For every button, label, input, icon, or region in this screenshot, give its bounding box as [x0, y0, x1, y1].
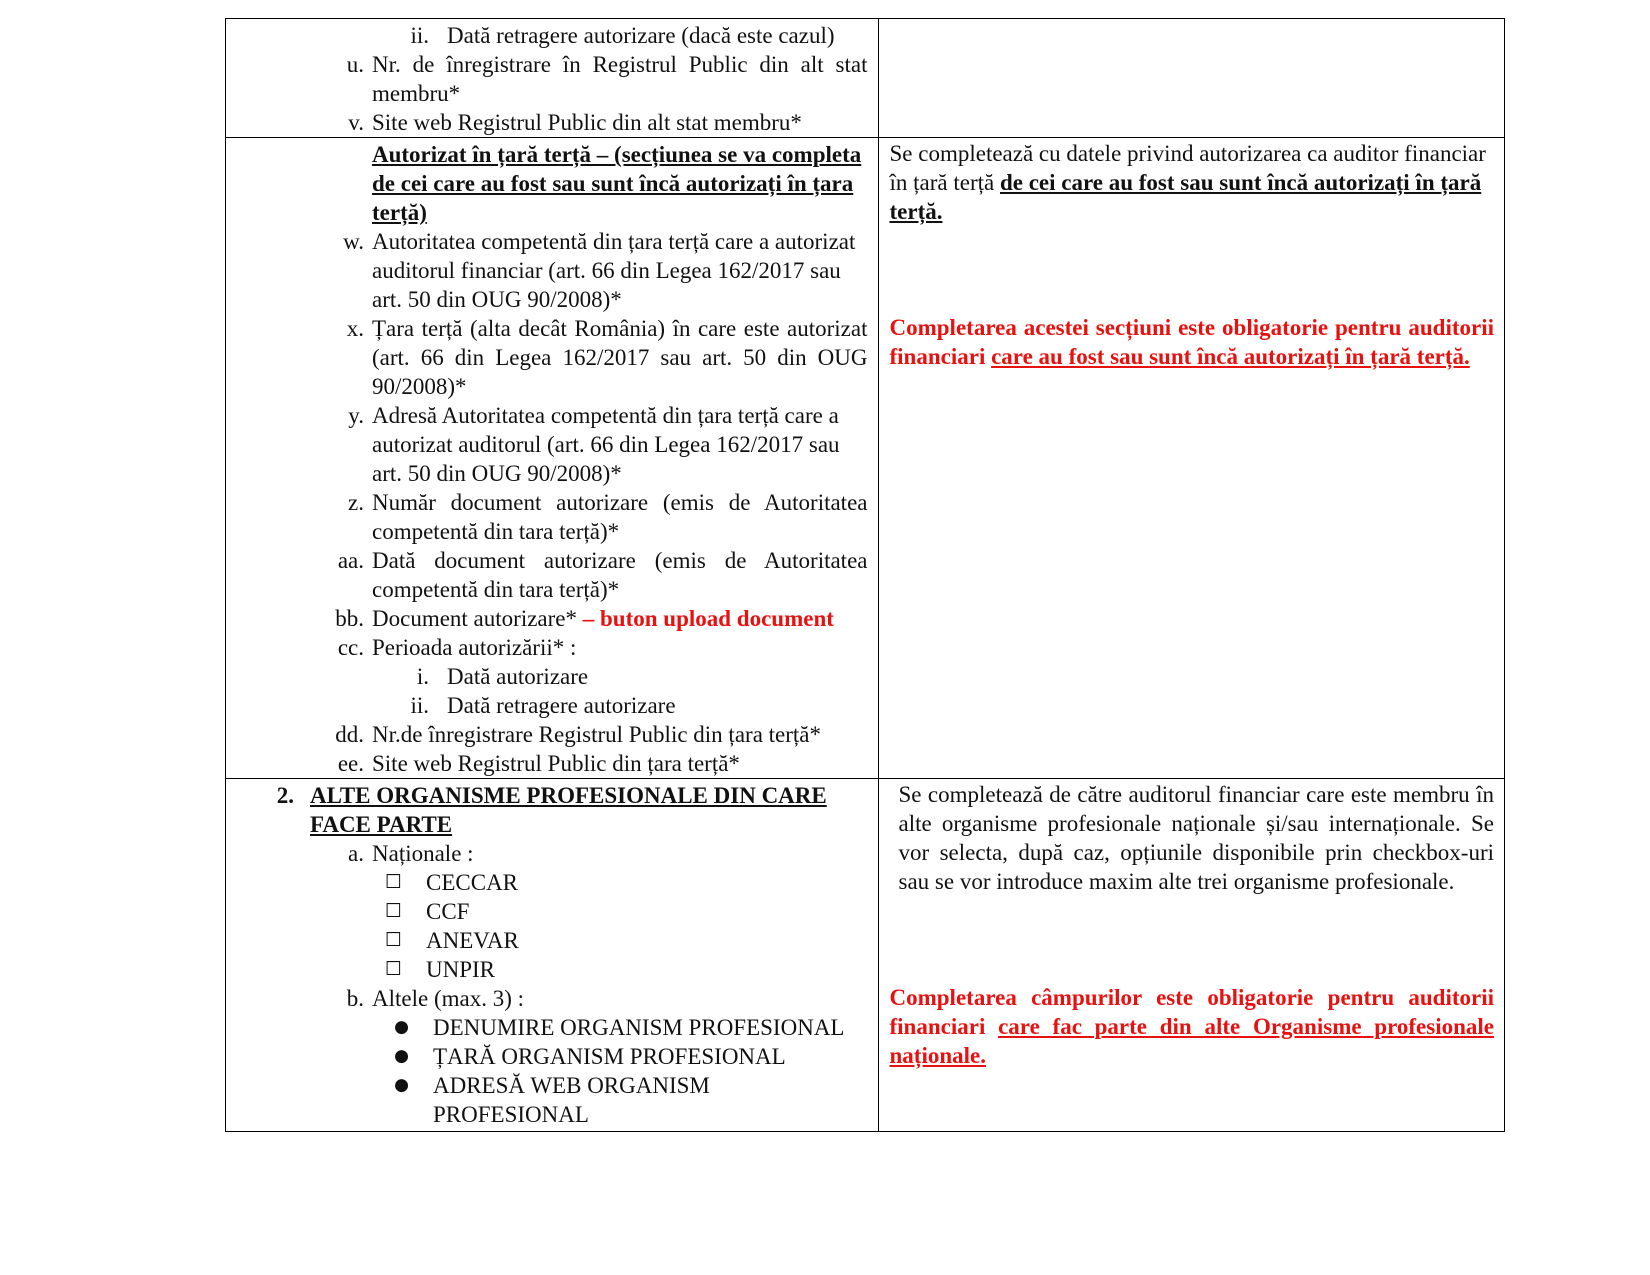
section-heading: [226, 140, 868, 227]
section-number: 2.: [276, 783, 294, 808]
list-text: Altele (max. 3) :: [372, 986, 525, 1011]
row1-left-cell: [226, 19, 879, 138]
list-marker: bb.: [335, 606, 364, 631]
bullet-item: [226, 1042, 868, 1071]
list-marker: z.: [348, 490, 364, 515]
list-item: [226, 749, 868, 778]
checkbox-label: UNPIR: [426, 957, 496, 982]
bullet-icon: ●: [394, 1017, 409, 1037]
upload-button-note: – buton upload document: [577, 606, 834, 631]
list-text: Dată retragere autorizare (dacă este cazul): [447, 23, 835, 48]
list-item-upload: [226, 604, 868, 633]
list-subitem: [226, 662, 868, 691]
list-item: [226, 839, 868, 868]
checkbox-label: CCF: [426, 899, 470, 924]
mandatory-note: Completarea câmpurilor este obligatorie pentru auditorii financiari care fac parte din alte Organisme profesionale naționale.: [889, 985, 1494, 1068]
instruction-paragraph: Se completează cu datele privind autorizarea ca auditor financiar în țară terță de cei care au fost sau sunt încă autorizați în țară terță.: [889, 141, 1486, 224]
list-item: [226, 488, 868, 546]
list-item: [226, 720, 868, 749]
list-marker: ii.: [410, 693, 429, 718]
list-text: Țara terță (alta decât România) în care este autorizat (art. 66 din Legea 162/2017 sau art. 50 din OUG 90/2008)*: [372, 316, 868, 399]
checkbox-label: CECCAR: [426, 870, 519, 895]
list-marker: aa.: [337, 548, 364, 573]
list-text: Site web Registrul Public din țara terță*: [372, 751, 740, 776]
list-marker: w.: [343, 229, 364, 254]
checkbox-icon[interactable]: ☐: [384, 929, 402, 951]
list-item: [226, 633, 868, 662]
bullet-item: [226, 1013, 868, 1042]
row-tara-terta: [226, 138, 1505, 779]
list-marker: dd.: [335, 722, 364, 747]
row2-right-cell: [878, 138, 1505, 779]
list-marker: x.: [346, 316, 364, 341]
list-text: Perioada autorizării* :: [372, 635, 577, 660]
list-text: Site web Registrul Public din alt stat membru*: [372, 110, 802, 135]
list-text: Document autorizare*: [372, 606, 577, 631]
list-item: [226, 50, 868, 108]
checkbox-icon[interactable]: ☐: [384, 871, 402, 893]
list-text: Dată autorizare: [447, 664, 589, 689]
row2-left-cell: [226, 138, 879, 779]
section-title-row: [226, 781, 868, 839]
list-item: [226, 401, 868, 488]
list-text: Adresă Autoritatea competentă din țara terță care a autorizat auditorul (art. 66 din Legea 162/2017 sau art. 50 din OUG 90/2008)*: [372, 403, 840, 486]
row-alte-organisme: [226, 779, 1505, 1132]
list-item: [226, 984, 868, 1013]
section-title: ALTE ORGANISME PROFESIONALE DIN CARE FACE PARTE: [310, 783, 827, 837]
bullet-item: [226, 1071, 868, 1129]
list-item: [226, 546, 868, 604]
list-item: [226, 21, 868, 50]
list-text: Număr document autorizare (emis de Autoritatea competentă din tara terță)*: [372, 490, 868, 544]
list-marker: y.: [348, 403, 364, 428]
row3-right-cell: [878, 779, 1505, 1132]
checkbox-icon[interactable]: ☐: [384, 900, 402, 922]
checkbox-icon[interactable]: ☐: [384, 958, 402, 980]
list-text: Dată retragere autorizare: [447, 693, 676, 718]
checkbox-option-unpir[interactable]: [226, 955, 868, 984]
list-marker: v.: [348, 110, 364, 135]
row1-right-cell: [878, 19, 1505, 138]
row3-left-cell: [226, 779, 879, 1132]
list-text: Dată document autorizare (emis de Autoritatea competentă din tara terță)*: [372, 548, 868, 602]
list-subitem: [226, 691, 868, 720]
list-item: [226, 314, 868, 401]
heading-text: Autorizat în țară terță – (secțiunea se va completa de cei care au fost sau sunt încă autorizați în țara terță): [372, 142, 862, 225]
list-text: Nr.de înregistrare Registrul Public din țara terță*: [372, 722, 822, 747]
bullet-text: DENUMIRE ORGANISM PROFESIONAL: [433, 1015, 845, 1040]
form-spec-table: [225, 18, 1505, 1132]
row-alt-stat-membru: [226, 19, 1505, 138]
list-marker: a.: [348, 841, 364, 866]
bullet-text: ADRESĂ WEB ORGANISM PROFESIONAL: [433, 1073, 710, 1127]
mandatory-note: Completarea acestei secțiuni este obligatorie pentru auditorii financiari care au fost sau sunt încă autorizați în țară terță.: [889, 315, 1494, 369]
checkbox-option-anevar[interactable]: [226, 926, 868, 955]
list-text: Nr. de înregistrare în Registrul Public din alt stat membru*: [372, 52, 868, 106]
list-marker: u.: [346, 52, 364, 77]
list-item: [226, 227, 868, 314]
bullet-icon: ●: [394, 1075, 409, 1095]
bullet-text: ȚARĂ ORGANISM PROFESIONAL: [433, 1044, 786, 1069]
list-marker: ii.: [410, 23, 429, 48]
checkbox-option-ceccar[interactable]: [226, 868, 868, 897]
list-text: Autoritatea competentă din țara terță care a autorizat auditorul financiar (art. 66 din Legea 162/2017 sau art. 50 din OUG 90/2008)*: [372, 229, 856, 312]
checkbox-option-ccf[interactable]: [226, 897, 868, 926]
list-marker: cc.: [337, 635, 364, 660]
list-item: [226, 108, 868, 137]
list-marker: ee.: [337, 751, 364, 776]
list-marker: i.: [416, 664, 429, 689]
list-text: Naționale :: [372, 841, 474, 866]
list-marker: b.: [346, 986, 364, 1011]
checkbox-label: ANEVAR: [426, 928, 519, 953]
bullet-icon: ●: [394, 1046, 409, 1066]
instruction-paragraph: Se completează de către auditorul financiar care este membru în alte organisme profesionale naționale și/sau internaționale. Se vor selecta, după caz, opțiunile disponibile prin checkbox-uri sau se vor introduce maxim alte trei organisme profesionale.: [898, 782, 1494, 894]
emphasis-text: de cei care au fost sau sunt încă autorizați în țară terță.: [889, 170, 1482, 224]
